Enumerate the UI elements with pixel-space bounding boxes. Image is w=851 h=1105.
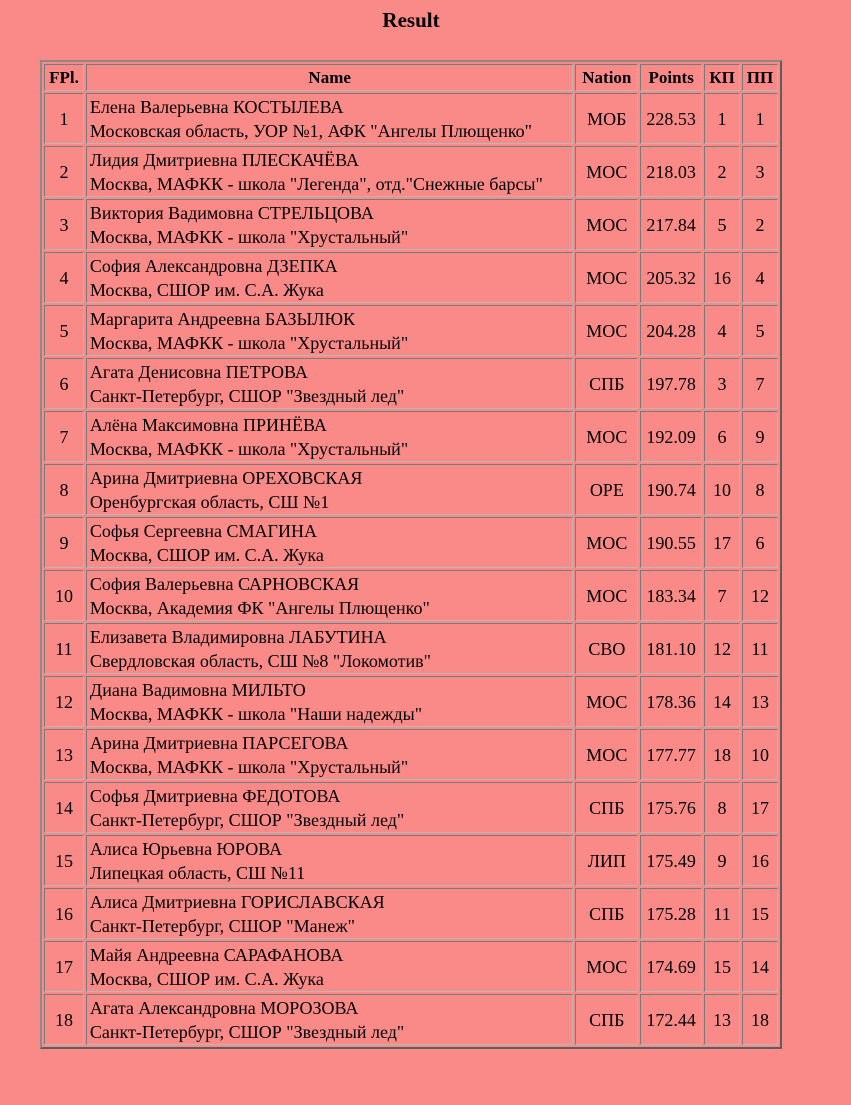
cell-name	[86, 464, 574, 515]
cell-kp: 17	[704, 517, 740, 568]
cell-kp: 8	[704, 782, 740, 833]
cell-kp: 10	[704, 464, 740, 515]
skater-name: Лидия Дмитриевна ПЛЕСКАЧЁВА	[89, 149, 360, 170]
cell-points: 172.44	[640, 994, 702, 1045]
cell-kp: 4	[704, 305, 740, 356]
page-title: Result	[382, 8, 440, 32]
cell-nation: СВО	[575, 623, 638, 674]
skater-name: Агата Денисовна ПЕТРОВА	[89, 361, 308, 382]
cell-pp: 14	[742, 941, 778, 992]
skater-name: Арина Дмитриевна ОРЕХОВСКАЯ	[89, 467, 363, 488]
skater-name: Алиса Юрьевна ЮРОВА	[89, 838, 283, 859]
cell-fpl: 11	[44, 623, 84, 674]
skater-club: Санкт-Петербург, СШОР "Звездный лед"	[89, 1021, 405, 1042]
skater-name: Алиса Дмитриевна ГОРИСЛАВСКАЯ	[89, 891, 385, 912]
cell-kp: 14	[704, 676, 740, 727]
skater-club: Санкт-Петербург, СШОР "Манеж"	[89, 915, 356, 936]
table-row	[44, 835, 778, 886]
cell-nation: ОРЕ	[575, 464, 638, 515]
cell-name	[86, 146, 574, 197]
cell-points: 228.53	[640, 93, 702, 144]
header-kp: КП	[704, 64, 740, 91]
cell-fpl: 15	[44, 835, 84, 886]
cell-nation: МОС	[575, 305, 638, 356]
cell-points: 183.34	[640, 570, 702, 621]
cell-points: 175.49	[640, 835, 702, 886]
table-row	[44, 994, 778, 1045]
cell-nation: МОС	[575, 517, 638, 568]
cell-fpl: 5	[44, 305, 84, 356]
cell-fpl: 1	[44, 93, 84, 144]
cell-points: 218.03	[640, 146, 702, 197]
cell-points: 174.69	[640, 941, 702, 992]
cell-name	[86, 676, 574, 727]
cell-nation: МОС	[575, 199, 638, 250]
table-row	[44, 729, 778, 780]
cell-points: 178.36	[640, 676, 702, 727]
cell-points: 190.55	[640, 517, 702, 568]
cell-pp: 8	[742, 464, 778, 515]
skater-club: Москва, Академия ФК "Ангелы Плющенко"	[89, 597, 430, 618]
cell-kp: 18	[704, 729, 740, 780]
skater-name: Арина Дмитриевна ПАРСЕГОВА	[89, 732, 349, 753]
cell-kp: 15	[704, 941, 740, 992]
table-row	[44, 146, 778, 197]
skater-name: Софья Дмитриевна ФЕДОТОВА	[89, 785, 341, 806]
header-fpl: FPl.	[44, 64, 84, 91]
table-row	[44, 411, 778, 462]
cell-kp: 1	[704, 93, 740, 144]
skater-name: София Александровна ДЗЕПКА	[89, 255, 338, 276]
table-row	[44, 517, 778, 568]
cell-fpl: 7	[44, 411, 84, 462]
cell-points: 197.78	[640, 358, 702, 409]
cell-name	[86, 570, 574, 621]
cell-pp: 5	[742, 305, 778, 356]
skater-club: Оренбургская область, СШ №1	[89, 491, 330, 512]
cell-pp: 7	[742, 358, 778, 409]
cell-pp: 1	[742, 93, 778, 144]
cell-fpl: 18	[44, 994, 84, 1045]
cell-pp: 2	[742, 199, 778, 250]
cell-name	[86, 252, 574, 303]
table-row	[44, 941, 778, 992]
cell-nation: МОС	[575, 146, 638, 197]
cell-pp: 4	[742, 252, 778, 303]
skater-name: София Валерьевна САРНОВСКАЯ	[89, 573, 360, 594]
cell-points: 205.32	[640, 252, 702, 303]
cell-fpl: 8	[44, 464, 84, 515]
cell-kp: 13	[704, 994, 740, 1045]
results-table	[40, 60, 782, 1049]
skater-club: Санкт-Петербург, СШОР "Звездный лед"	[89, 809, 405, 830]
cell-kp: 16	[704, 252, 740, 303]
skater-name: Виктория Вадимовна СТРЕЛЬЦОВА	[89, 202, 374, 223]
header-name: Name	[86, 64, 574, 91]
cell-name	[86, 888, 574, 939]
table-row	[44, 358, 778, 409]
cell-pp: 6	[742, 517, 778, 568]
cell-fpl: 2	[44, 146, 84, 197]
cell-name	[86, 941, 574, 992]
cell-points: 190.74	[640, 464, 702, 515]
cell-pp: 11	[742, 623, 778, 674]
skater-name: Елена Валерьевна КОСТЫЛЕВА	[89, 96, 344, 117]
cell-pp: 16	[742, 835, 778, 886]
skater-name: Маргарита Андреевна БАЗЫЛЮК	[89, 308, 355, 329]
skater-club: Москва, МАФКК - школа "Легенда", отд."Снежные барсы"	[89, 173, 543, 194]
cell-kp: 12	[704, 623, 740, 674]
cell-pp: 9	[742, 411, 778, 462]
cell-nation: МОС	[575, 570, 638, 621]
cell-kp: 2	[704, 146, 740, 197]
cell-pp: 13	[742, 676, 778, 727]
cell-pp: 18	[742, 994, 778, 1045]
table-row	[44, 464, 778, 515]
cell-fpl: 4	[44, 252, 84, 303]
cell-fpl: 10	[44, 570, 84, 621]
cell-kp: 9	[704, 835, 740, 886]
cell-points: 204.28	[640, 305, 702, 356]
cell-name	[86, 782, 574, 833]
cell-fpl: 9	[44, 517, 84, 568]
skater-club: Москва, МАФКК - школа "Хрустальный"	[89, 332, 409, 353]
cell-points: 192.09	[640, 411, 702, 462]
cell-nation: СПБ	[575, 358, 638, 409]
cell-name	[86, 358, 574, 409]
cell-fpl: 17	[44, 941, 84, 992]
table-row	[44, 888, 778, 939]
skater-club: Свердловская область, СШ №8 "Локомотив"	[89, 650, 432, 671]
cell-kp: 11	[704, 888, 740, 939]
cell-points: 175.28	[640, 888, 702, 939]
table-row	[44, 570, 778, 621]
cell-name	[86, 517, 574, 568]
table-row	[44, 305, 778, 356]
cell-fpl: 6	[44, 358, 84, 409]
cell-fpl: 3	[44, 199, 84, 250]
skater-club: Москва, СШОР им. С.А. Жука	[89, 544, 324, 565]
skater-name: Майя Андреевна САРАФАНОВА	[89, 944, 344, 965]
skater-name: Диана Вадимовна МИЛЬТО	[89, 679, 306, 700]
cell-fpl: 16	[44, 888, 84, 939]
cell-pp: 3	[742, 146, 778, 197]
header-pp: ПП	[742, 64, 778, 91]
header-row	[44, 64, 778, 91]
cell-kp: 6	[704, 411, 740, 462]
header-nation: Nation	[575, 64, 638, 91]
table-row	[44, 93, 778, 144]
skater-name: Агата Александровна МОРОЗОВА	[89, 997, 359, 1018]
cell-name	[86, 623, 574, 674]
skater-club: Москва, МАФКК - школа "Наши надежды"	[89, 703, 423, 724]
cell-kp: 7	[704, 570, 740, 621]
cell-kp: 5	[704, 199, 740, 250]
cell-name	[86, 994, 574, 1045]
results-body	[44, 93, 778, 1045]
cell-fpl: 12	[44, 676, 84, 727]
skater-club: Московская область, УОР №1, АФК "Ангелы Плющенко"	[89, 120, 533, 141]
cell-nation: СПБ	[575, 782, 638, 833]
cell-name	[86, 835, 574, 886]
skater-name: Софья Сергеевна СМАГИНА	[89, 520, 317, 541]
skater-club: Москва, СШОР им. С.А. Жука	[89, 279, 324, 300]
cell-name	[86, 93, 574, 144]
table-row	[44, 623, 778, 674]
cell-nation: МОС	[575, 252, 638, 303]
skater-club: Липецкая область, СШ №11	[89, 862, 306, 883]
skater-club: Санкт-Петербург, СШОР "Звездный лед"	[89, 385, 405, 406]
cell-nation: МОС	[575, 676, 638, 727]
cell-points: 181.10	[640, 623, 702, 674]
skater-name: Елизавета Владимировна ЛАБУТИНА	[89, 626, 387, 647]
cell-pp: 10	[742, 729, 778, 780]
table-row	[44, 199, 778, 250]
cell-nation: МОС	[575, 941, 638, 992]
cell-nation: МОС	[575, 729, 638, 780]
cell-nation: МОС	[575, 411, 638, 462]
cell-nation: ЛИП	[575, 835, 638, 886]
table-row	[44, 252, 778, 303]
cell-points: 217.84	[640, 199, 702, 250]
cell-name	[86, 729, 574, 780]
cell-points: 177.77	[640, 729, 702, 780]
cell-kp: 3	[704, 358, 740, 409]
cell-name	[86, 411, 574, 462]
cell-nation: СПБ	[575, 994, 638, 1045]
table-row	[44, 782, 778, 833]
skater-club: Москва, СШОР им. С.А. Жука	[89, 968, 324, 989]
skater-name: Алёна Максимовна ПРИНЁВА	[89, 414, 327, 435]
cell-name	[86, 305, 574, 356]
cell-fpl: 13	[44, 729, 84, 780]
cell-pp: 15	[742, 888, 778, 939]
cell-pp: 12	[742, 570, 778, 621]
header-points: Points	[640, 64, 702, 91]
table-row	[44, 676, 778, 727]
skater-club: Москва, МАФКК - школа "Хрустальный"	[89, 226, 409, 247]
cell-points: 175.76	[640, 782, 702, 833]
skater-club: Москва, МАФКК - школа "Хрустальный"	[89, 438, 409, 459]
cell-name	[86, 199, 574, 250]
cell-nation: СПБ	[575, 888, 638, 939]
cell-nation: МОБ	[575, 93, 638, 144]
skater-club: Москва, МАФКК - школа "Хрустальный"	[89, 756, 409, 777]
cell-pp: 17	[742, 782, 778, 833]
cell-fpl: 14	[44, 782, 84, 833]
